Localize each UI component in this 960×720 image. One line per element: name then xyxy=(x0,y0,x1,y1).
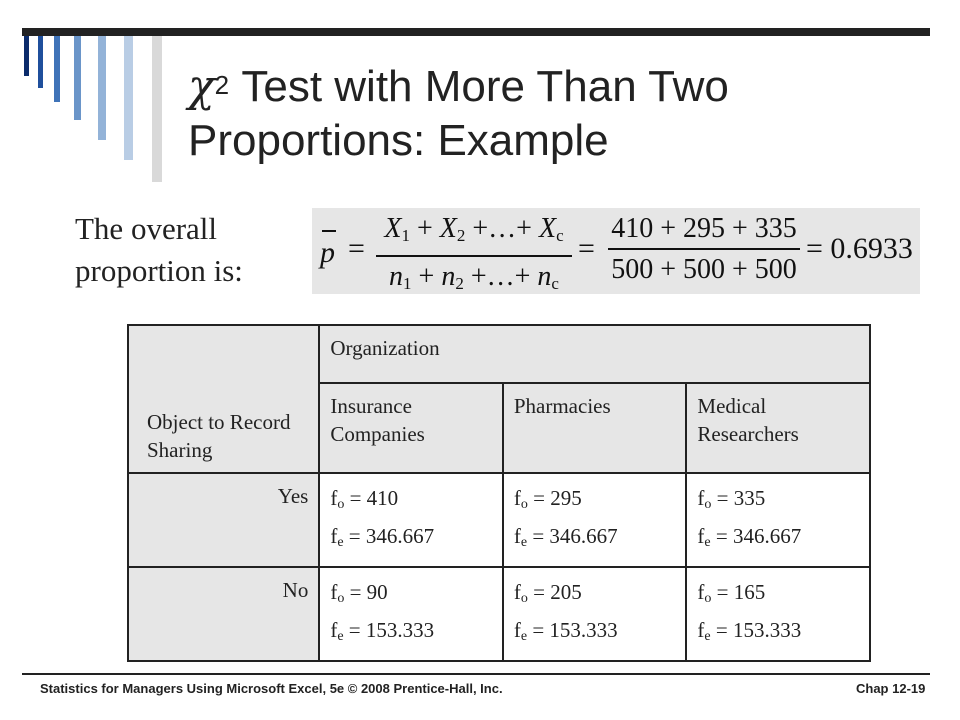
table-row-yes xyxy=(128,473,870,567)
formula-fraction-1 xyxy=(376,212,572,301)
cell-no-researchers xyxy=(686,567,870,661)
fraction-2-denominator: 500 + 500 + 500 xyxy=(611,253,797,285)
formula-lhs: p xyxy=(320,236,335,269)
formula-eq2: = xyxy=(578,232,595,265)
fraction-2-bar xyxy=(608,248,800,250)
observed-frequency: $f_o = 410$ xyxy=(330,486,399,512)
column-header-pharmacies: Pharmacies xyxy=(503,383,687,473)
cell-yes-pharmacies xyxy=(503,473,687,567)
formula-fraction-2 xyxy=(608,212,800,287)
stripe-4 xyxy=(74,36,81,120)
slide-title xyxy=(188,60,928,168)
expected-frequency: $f_e = 153.333$ xyxy=(330,618,435,644)
title-top-rule xyxy=(22,28,930,36)
p-bar xyxy=(322,230,336,232)
fraction-2-numerator: 410 + 295 + 335 xyxy=(611,213,797,244)
observed-frequency: $f_o = 335$ xyxy=(697,486,766,512)
stripe-6 xyxy=(124,36,133,160)
stripe-3 xyxy=(54,36,60,102)
fraction-1-numerator: $X_1 + X_2$ +…+ $X_c$ xyxy=(384,213,564,245)
group-header-cell xyxy=(319,325,870,383)
stripe-1 xyxy=(24,36,29,76)
stripe-2 xyxy=(38,36,43,88)
chi-symbol: χ xyxy=(188,61,215,112)
title-line2: Proportions: Example xyxy=(188,116,609,165)
title-superscript: 2 xyxy=(214,70,230,100)
row-label-no: No xyxy=(128,567,319,661)
footer-citation: Statistics for Managers Using Microsoft Excel, 5e © 2008 Prentice-Hall, Inc. xyxy=(40,681,503,696)
column-header-insurance: Insurance Companies xyxy=(319,383,503,473)
title-line1: Test with More Than Two xyxy=(229,62,729,111)
stripe-5 xyxy=(98,36,106,140)
formula-result: = 0.6933 xyxy=(806,232,913,265)
contingency-table xyxy=(127,324,871,662)
expected-frequency: $f_e = 346.667$ xyxy=(513,524,618,550)
fraction-1-denominator: $n_1 + n_2$ +…+ $n_c$ xyxy=(389,260,559,293)
fraction-1-bar xyxy=(376,255,572,257)
intro-text: The overall proportion is: xyxy=(75,211,243,288)
proportion-formula xyxy=(312,208,920,294)
cell-yes-researchers xyxy=(686,473,870,567)
group-header-label: Organization xyxy=(330,336,440,360)
observed-frequency: $f_o = 165$ xyxy=(697,580,766,606)
table-row-no xyxy=(128,567,870,661)
row-header-label: Object to Record Sharing xyxy=(147,410,291,462)
row-label-yes: Yes xyxy=(128,473,319,567)
row-header-cell xyxy=(128,325,319,473)
stripe-7 xyxy=(152,36,162,182)
expected-frequency: $f_e = 346.667$ xyxy=(330,524,435,550)
cell-no-pharmacies xyxy=(503,567,687,661)
observed-frequency: $f_o = 295$ xyxy=(513,486,582,512)
expected-frequency: $f_e = 153.333$ xyxy=(513,618,618,644)
expected-frequency: $f_e = 346.667$ xyxy=(697,524,802,550)
expected-frequency: $f_e = 153.333$ xyxy=(697,618,802,644)
cell-no-insurance xyxy=(319,567,503,661)
formula-eq1: = xyxy=(348,232,365,265)
observed-frequency: $f_o = 90$ xyxy=(330,580,388,606)
column-header-researchers: Medical Researchers xyxy=(686,383,870,473)
observed-frequency: $f_o = 205$ xyxy=(513,580,582,606)
footer-page-number: Chap 12-19 xyxy=(856,681,926,696)
decorative-stripes xyxy=(24,36,164,186)
footer-rule xyxy=(22,673,930,675)
cell-yes-insurance xyxy=(319,473,503,567)
